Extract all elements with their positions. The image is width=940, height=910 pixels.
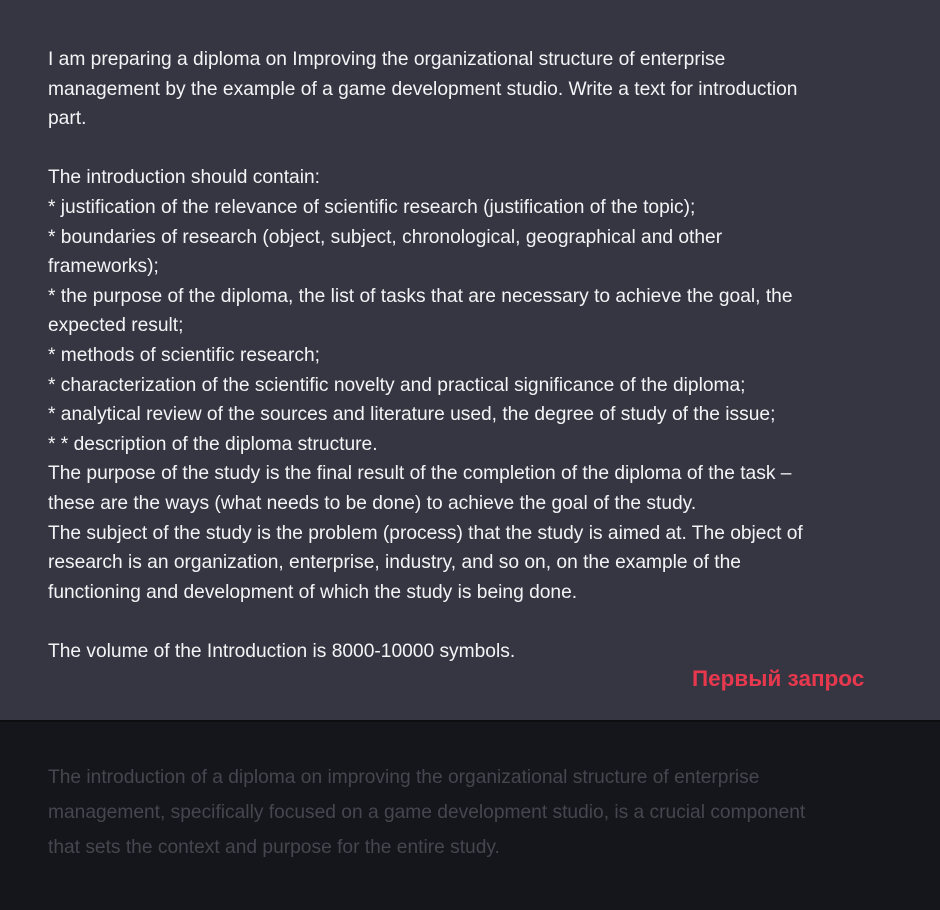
prompt-line: functioning and development of which the study is being done. (48, 581, 578, 603)
prompt-line: The purpose of the study is the final result of the completion of the diploma of the task – (48, 463, 792, 485)
prompt-line: * characterization of the scientific novelty and practical significance of the diploma; (48, 374, 746, 396)
response-line: The introduction of a diploma on improving the organizational structure of enterprise (48, 767, 760, 788)
assistant-response-panel (0, 722, 940, 910)
prompt-line: * justification of the relevance of scientific research (justification of the topic); (48, 196, 696, 218)
prompt-line: I am preparing a diploma on Improving the organizational structure of enterprise (48, 49, 726, 70)
prompt-line: The volume of the Introduction is 8000-10000 symbols. (48, 640, 516, 662)
prompt-line: * * description of the diploma structure. (48, 433, 378, 455)
response-line: management, specifically focused on a game development studio, is a crucial component (48, 802, 806, 823)
prompt-line: frameworks); (48, 256, 159, 278)
prompt-line: these are the ways (what needs to be done) to achieve the goal of the study. (48, 492, 697, 514)
prompt-line: * boundaries of research (object, subject, chronological, geographical and other (48, 226, 723, 248)
prompt-line: research is an organization, enterprise, industry, and so on, on the example of the (48, 552, 741, 574)
prompt-blank-line (48, 134, 868, 164)
prompt-line: * analytical review of the sources and literature used, the degree of study of the issue; (48, 404, 776, 426)
prompt-line: part. (48, 108, 87, 130)
prompt-blank-line (48, 607, 868, 637)
first-request-label: Первый запрос (692, 666, 865, 691)
prompt-line: * methods of scientific research; (48, 344, 320, 366)
response-line: that sets the context and purpose for the entire study. (48, 837, 500, 858)
prompt-line: expected result; (48, 315, 184, 337)
prompt-line: management by the example of a game development studio. Write a text for introduction (48, 78, 798, 100)
prompt-line: The subject of the study is the problem (process) that the study is aimed at. The object of (48, 522, 803, 544)
prompt-line: The introduction should contain: (48, 167, 320, 189)
prompt-line: * the purpose of the diploma, the list of tasks that are necessary to achieve the goal, the (48, 285, 793, 307)
user-prompt-text (48, 45, 868, 666)
